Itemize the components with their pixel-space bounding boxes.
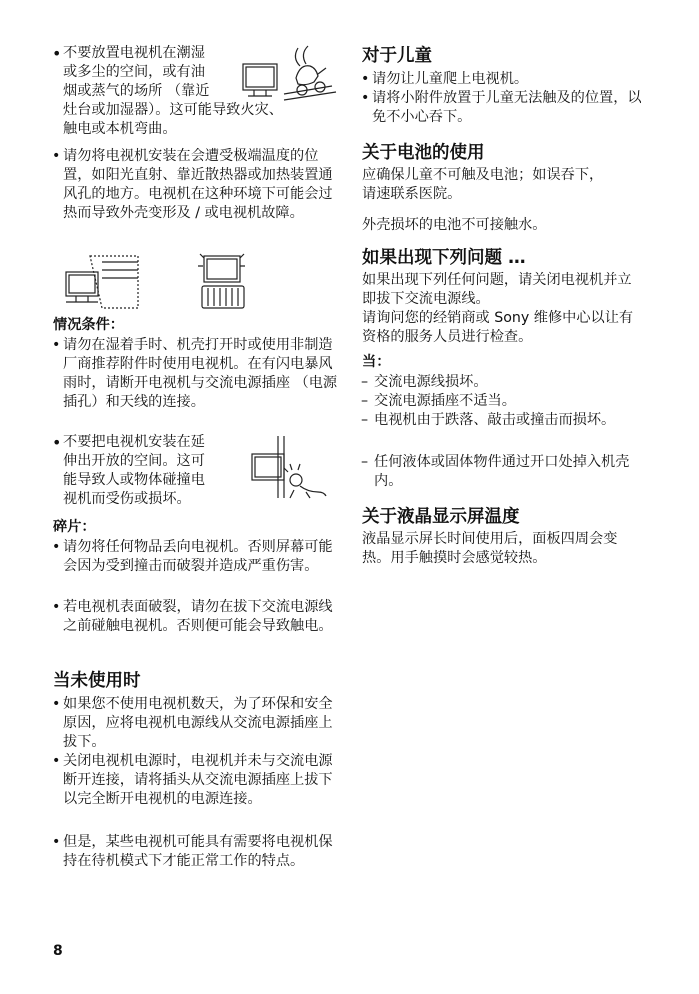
tv-radiator-illustration [192, 252, 256, 312]
debris-title: 碎片： [53, 519, 96, 535]
bullet-text-line: 烟或蒸气的场所 （靠近 [63, 83, 210, 99]
bullet-extended-space [53, 433, 243, 509]
bullet-wet-hands: • 请勿在湿着手时、机壳打开时或使用非制造厂商推荐附件时使用电视机。在有闪电暴风雨时，请断开电视机与交流电源插座 （电源插孔）和天线的连接。 [53, 336, 338, 412]
bullet-humid-cont [63, 101, 343, 139]
tv-sunlight-illustration [62, 252, 142, 310]
bullet-cracked-screen: • 若电视机表面破裂，请勿在拔下交流电源线之前碰触电视机。否则便可能会导致触电。 [53, 598, 338, 636]
battery-paragraph-1: 应确保儿童不可触及电池；如误吞下，请速联系医院。 [362, 167, 604, 202]
conditions-title: 情况条件： [53, 317, 124, 333]
condition-item: – 任何液体或固体物件通过开口处掉入机壳内。 [362, 453, 649, 491]
bullet-standby: • 但是，某些电视机可能具有需要将电视机保持在待机模式下才能正常工作的特点。 [53, 833, 338, 871]
bullet-text-line: • 不要放置电视机在潮湿 [63, 45, 205, 61]
bullet-text-line: 或多尘的空间，或有油 [63, 64, 205, 80]
unused-title: 当未使用时 [53, 671, 141, 691]
children-title: 对于儿童 [362, 46, 432, 66]
battery-paragraph-2: 外壳损坏的电池不可接触水。 [362, 217, 547, 233]
condition-item: – 交流电源插座不适当。 [362, 392, 649, 411]
lcd-title: 关于液晶显示屏温度 [362, 507, 520, 527]
bullet-text-line: 触电或本机弯曲。 [63, 121, 177, 137]
bullet-text-line: 视机而受伤或损坏。 [63, 491, 191, 507]
problem-paragraph-2: 请询问您的经销商或 Sony 维修中心以让有资格的服务人员进行检查。 [362, 310, 634, 345]
bullet-extreme-temp: • 请勿将电视机安装在会遭受极端温度的位置，如阳光直射、靠近散热器或加热装置通风孔的地方。电视机在这种环境下可能会过热而导致外壳变形及 / 或电视机故障。 [53, 147, 338, 223]
bullet-unplug: • 如果您不使用电视机数天，为了环保和安全原因，应将电视机电源线从交流电源插座上拔下。 [53, 695, 338, 752]
bullet-power-off: • 关闭电视机电源时，电视机并未与交流电源断开连接，请将插头从交流电源插座上拔下以完全断开电视机的电源连接。 [53, 752, 338, 809]
tv-collision-illustration [248, 434, 328, 502]
bullet-text-line: 能导致人或物体碰撞电 [63, 472, 205, 488]
when-label: 当： [362, 354, 391, 370]
bullet-text-line: • 不要把电视机安装在延 [63, 434, 205, 450]
lcd-paragraph: 液晶显示屏长时间使用后，面板四周会变热。用手触摸时会感觉较热。 [362, 531, 618, 566]
bullet-text-line: 灶台或加湿器）。这可能导致火灾、 [63, 102, 283, 118]
battery-title: 关于电池的使用 [362, 143, 485, 163]
bullet-no-climb: • 请勿让儿童爬上电视机。 [362, 70, 647, 89]
condition-item: – 交流电源线损坏。 [362, 373, 649, 392]
tv-kettle-illustration [240, 42, 340, 104]
bullet-humid-place [53, 44, 243, 101]
page-number: 8 [53, 943, 63, 959]
bullet-small-accessories: • 请将小附件放置于儿童无法触及的位置，以免不小心吞下。 [362, 89, 647, 127]
condition-item: – 电视机由于跌落、敲击或撞击而损坏。 [362, 411, 649, 430]
problem-paragraph-1: 如果出现下列任何问题，请关闭电视机并立即拔下交流电源线。 [362, 272, 632, 307]
problem-title: 如果出现下列问题 … [362, 248, 526, 268]
bullet-text-line: 伸出开放的空间。这可 [63, 453, 205, 469]
bullet-throw-objects: • 请勿将任何物品丢向电视机。否则屏幕可能会因为受到撞击而破裂并造成严重伤害。 [53, 538, 338, 576]
